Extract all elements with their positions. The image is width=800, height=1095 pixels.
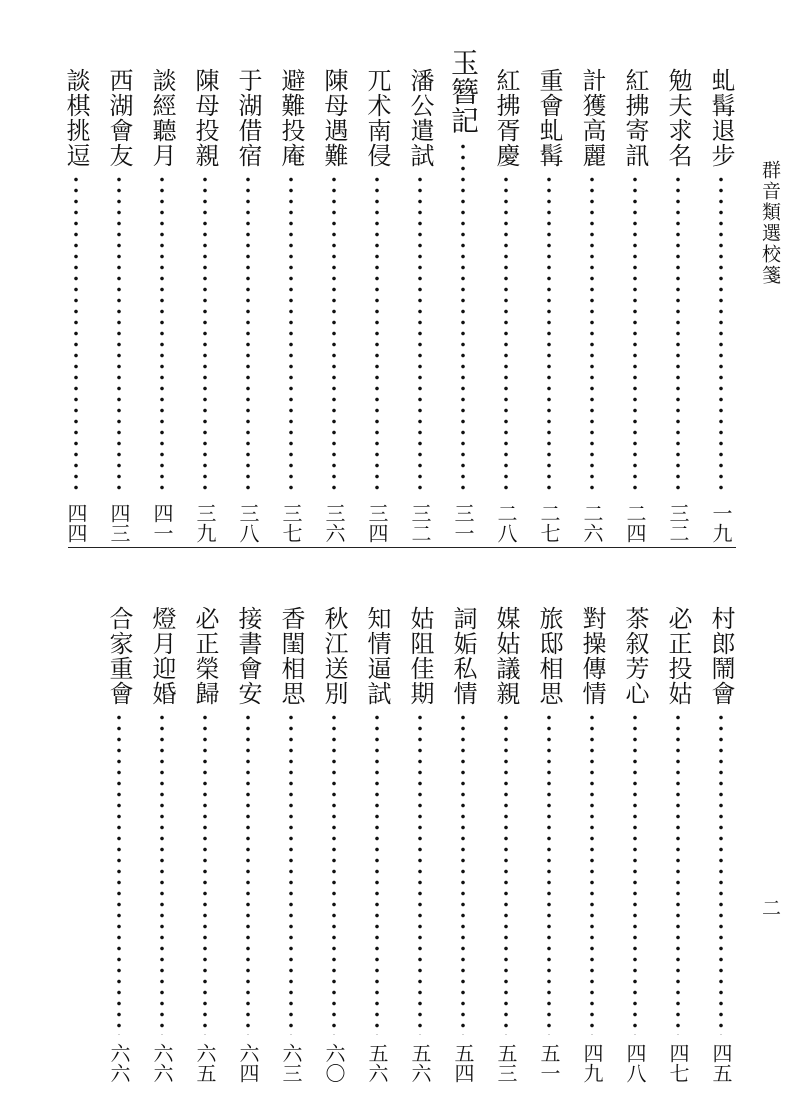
- book-title: 群音類選校箋: [759, 160, 781, 286]
- entry-title: 于湖借宿: [234, 68, 262, 168]
- dot-leader: [633, 712, 637, 1035]
- entry-title: 計獲高麗: [578, 68, 606, 168]
- entry-page: 三二: [408, 503, 432, 543]
- entry-page: 五六: [408, 1043, 432, 1083]
- toc-entry: [99, 606, 139, 1083]
- entry-title: 紅拂胥慶: [492, 68, 520, 168]
- toc-entry: [486, 606, 526, 1083]
- entry-title: 勉夫求名: [664, 68, 692, 168]
- toc-entry: [658, 68, 698, 543]
- toc-entry: [314, 68, 354, 543]
- page-number: 二: [759, 898, 781, 917]
- dot-leader: [160, 174, 164, 495]
- entry-title: 姑阻佳期: [406, 606, 434, 706]
- toc-entry: [271, 606, 311, 1083]
- entry-page: 一九: [709, 503, 733, 543]
- entry-title: 陳母投親: [191, 68, 219, 168]
- entry-title: 虬髯退步: [707, 68, 735, 168]
- entry-title: 談經聽月: [148, 68, 176, 168]
- toc-entry: [185, 68, 225, 543]
- dot-leader: [332, 174, 336, 495]
- entry-page: 五六: [365, 1043, 389, 1083]
- entry-page: 五三: [494, 1043, 518, 1083]
- toc-entry: [142, 606, 182, 1083]
- entry-title: 香閨相思: [277, 606, 305, 706]
- dot-leader: [289, 174, 293, 495]
- entry-page: 三一: [451, 503, 475, 543]
- entry-page: 三七: [279, 503, 303, 543]
- dot-leader: [676, 712, 680, 1035]
- entry-title: 旅邸相思: [535, 606, 563, 706]
- dot-leader: [633, 174, 637, 495]
- toc-entry: [615, 68, 655, 543]
- entry-title: 接書會安: [234, 606, 262, 706]
- entry-page: 五一: [537, 1043, 561, 1083]
- entry-title: 重會虬髯: [535, 68, 563, 168]
- entry-title: 避難投庵: [277, 68, 305, 168]
- entry-title: 必正榮歸: [191, 606, 219, 706]
- entry-page: 五四: [451, 1043, 475, 1083]
- dot-leader: [246, 174, 250, 495]
- dot-leader: [74, 174, 78, 495]
- toc-entry: [56, 68, 96, 543]
- dot-leader: [418, 712, 422, 1035]
- entry-title: 秋江送別: [320, 606, 348, 706]
- toc-entry: [357, 68, 397, 543]
- toc-entry: [529, 606, 569, 1083]
- toc-entry: [228, 68, 268, 543]
- entry-page: 六六: [150, 1043, 174, 1083]
- entry-page: 四九: [580, 1043, 604, 1083]
- entry-title: 知情逼試: [363, 606, 391, 706]
- dot-leader: [418, 174, 422, 495]
- section-title: 玉簪記: [447, 48, 480, 135]
- dot-leader: [160, 712, 164, 1035]
- dot-leader: [590, 174, 594, 495]
- dot-leader: [676, 174, 680, 495]
- toc-entry: [400, 606, 440, 1083]
- dot-leader: [590, 712, 594, 1035]
- toc-entry: [271, 68, 311, 543]
- entry-title: 紅拂寄訊: [621, 68, 649, 168]
- toc-section-heading: [443, 48, 483, 543]
- dot-leader: [203, 174, 207, 495]
- dot-leader: [246, 712, 250, 1035]
- entry-title: 對操傳情: [578, 606, 606, 706]
- entry-title: 陳母遇難: [320, 68, 348, 168]
- entry-page: 四三: [107, 503, 131, 543]
- entry-page: 三九: [193, 503, 217, 543]
- entry-page: 六四: [236, 1043, 260, 1083]
- entry-page: 六五: [193, 1043, 217, 1083]
- toc-entry: [142, 68, 182, 543]
- dot-leader: [117, 712, 121, 1035]
- entry-page: 三八: [236, 503, 260, 543]
- entry-page: 四五: [709, 1043, 733, 1083]
- dot-leader: [547, 174, 551, 495]
- dot-leader: [375, 712, 379, 1035]
- toc-entry: [701, 606, 741, 1083]
- entry-page: 六三: [279, 1043, 303, 1083]
- entry-page: 四一: [150, 503, 174, 543]
- toc-entry: [572, 68, 612, 543]
- dot-leader: [719, 712, 723, 1035]
- entry-title: 燈月迎婚: [148, 606, 176, 706]
- entry-page: 二八: [494, 503, 518, 543]
- entry-page: 三四: [365, 503, 389, 543]
- entry-page: 六〇: [322, 1043, 346, 1083]
- entry-title: 合家重會: [105, 606, 133, 706]
- entry-page: 二四: [623, 503, 647, 543]
- entry-title: 兀术南侵: [363, 68, 391, 168]
- entry-title: 茶叙芳心: [621, 606, 649, 706]
- toc-entry: [99, 68, 139, 543]
- dot-leader: [332, 712, 336, 1035]
- toc-entry: [701, 68, 741, 543]
- toc-entry: [228, 606, 268, 1083]
- dot-leader: [547, 712, 551, 1035]
- toc-entry: [443, 606, 483, 1083]
- dot-leader: [504, 174, 508, 495]
- toc-entry: [486, 68, 526, 543]
- toc-entry: [658, 606, 698, 1083]
- entry-page: 四四: [64, 503, 88, 543]
- toc-entry: [400, 68, 440, 543]
- entry-page: 三二: [666, 503, 690, 543]
- dot-leader: [117, 174, 121, 495]
- dot-leader: [719, 174, 723, 495]
- toc-entry: [314, 606, 354, 1083]
- section-divider: [68, 547, 736, 548]
- dot-leader: [203, 712, 207, 1035]
- toc-entry: [529, 68, 569, 543]
- entry-title: 西湖會友: [105, 68, 133, 168]
- toc-entry: [185, 606, 225, 1083]
- entry-title: 詞姤私情: [449, 606, 477, 706]
- entry-title: 潘公遣試: [406, 68, 434, 168]
- entry-title: 媒姑議親: [492, 606, 520, 706]
- toc-entry: [615, 606, 655, 1083]
- dot-leader: [504, 712, 508, 1035]
- toc-entry: [357, 606, 397, 1083]
- entry-title: 必正投姑: [664, 606, 692, 706]
- entry-title: 談棋挑逗: [62, 68, 90, 168]
- toc-entry: [572, 606, 612, 1083]
- dot-leader: [375, 174, 379, 495]
- entry-page: 四八: [623, 1043, 647, 1083]
- dot-leader: [461, 712, 465, 1035]
- entry-page: 三六: [322, 503, 346, 543]
- entry-page: 四七: [666, 1043, 690, 1083]
- dot-leader: [289, 712, 293, 1035]
- entry-page: 二六: [580, 503, 604, 543]
- entry-title: 村郎鬧會: [707, 606, 735, 706]
- entry-page: 六六: [107, 1043, 131, 1083]
- dot-leader: [461, 141, 465, 495]
- entry-page: 二七: [537, 503, 561, 543]
